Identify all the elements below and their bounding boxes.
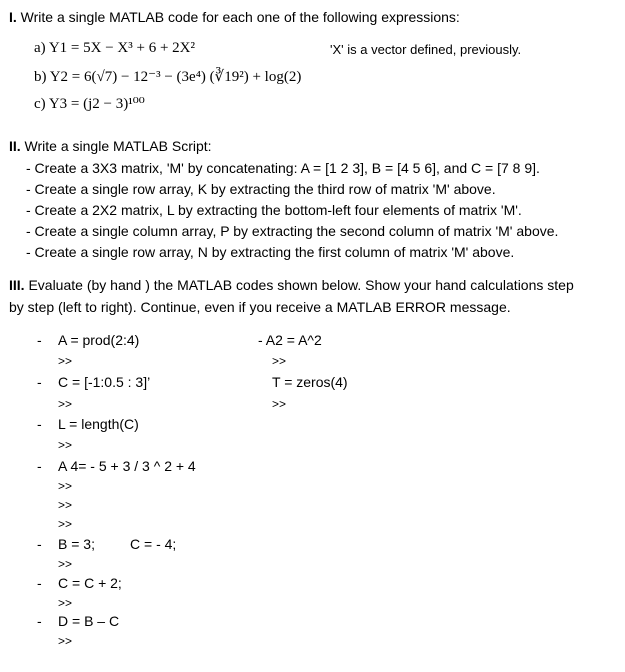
code-line: - A2 = A^2 [258,332,322,348]
bullet-dash: - [37,575,42,591]
prompt: >> [58,634,73,648]
prompt: >> [272,397,287,411]
code-line: A = prod(2:4) [58,332,140,348]
code-line: C = [-1:0.5 : 3]’ [58,374,151,390]
bullet-dash: - [37,332,42,348]
prompt: >> [58,479,73,493]
bullet-dash: - [37,536,42,552]
code-line: D = B – C [58,613,120,629]
task-item: - Create a 3X3 matrix, 'M' by concatenating: A = [1 2 3], B = [4 5 6], and C = [7 8 9]. [26,160,540,176]
code-line: C = - 4; [130,536,177,552]
prompt: >> [58,498,73,512]
code-line: L = length(C) [58,416,139,432]
section-3-number: III. [9,277,25,293]
section-3-title-line-1: Evaluate (by hand ) the MATLAB codes shown below. Show your hand calculations step [24,277,574,293]
expression-b: b) Y2 = 6(√7) − 12⁻³ − (3e⁴) (∛19²) + log(2) [34,69,302,85]
bullet-dash: - [37,416,42,432]
section-2-number: II. [9,138,21,154]
prompt: >> [272,354,287,368]
task-item: - Create a single column array, P by extracting the second column of matrix 'M' above. [26,223,559,239]
task-item: - Create a single row array, N by extracting the first column of matrix 'M' above. [26,244,515,260]
bullet-dash: - [37,613,42,629]
section-1-title: Write a single MATLAB code for each one of the following expressions: [16,9,460,25]
task-item: - Create a 2X2 matrix, L by extracting the bottom-left four elements of matrix 'M'. [26,202,522,218]
section-3-heading [9,277,574,293]
expression-c: c) Y3 = (j2 − 3)¹⁰⁰ [34,96,145,112]
code-line: T = zeros(4) [272,374,348,390]
task-item: - Create a single row array, K by extracting the third row of matrix 'M' above. [26,181,496,197]
section-1-heading [9,9,460,25]
prompt: >> [58,557,73,571]
expression-a: a) Y1 = 5X − X³ + 6 + 2X² [34,40,196,56]
bullet-dash: - [37,374,42,390]
bullet-dash: - [37,458,42,474]
code-line: B = 3; [58,536,95,552]
section-1-number: I. [9,9,17,25]
section-2-heading [9,138,212,154]
vector-note: 'X' is a vector defined, previously. [330,42,522,57]
code-line: A 4= - 5 + 3 / 3 ^ 2 + 4 [58,458,196,474]
prompt: >> [58,517,73,531]
prompt: >> [58,397,73,411]
section-2-title: Write a single MATLAB Script: [20,138,212,154]
code-line: C = C + 2; [58,575,122,591]
prompt: >> [58,438,73,452]
prompt: >> [58,354,73,368]
prompt: >> [58,596,73,610]
section-3-title-line-2: by step (left to right). Continue, even if you receive a MATLAB ERROR message. [9,299,511,315]
